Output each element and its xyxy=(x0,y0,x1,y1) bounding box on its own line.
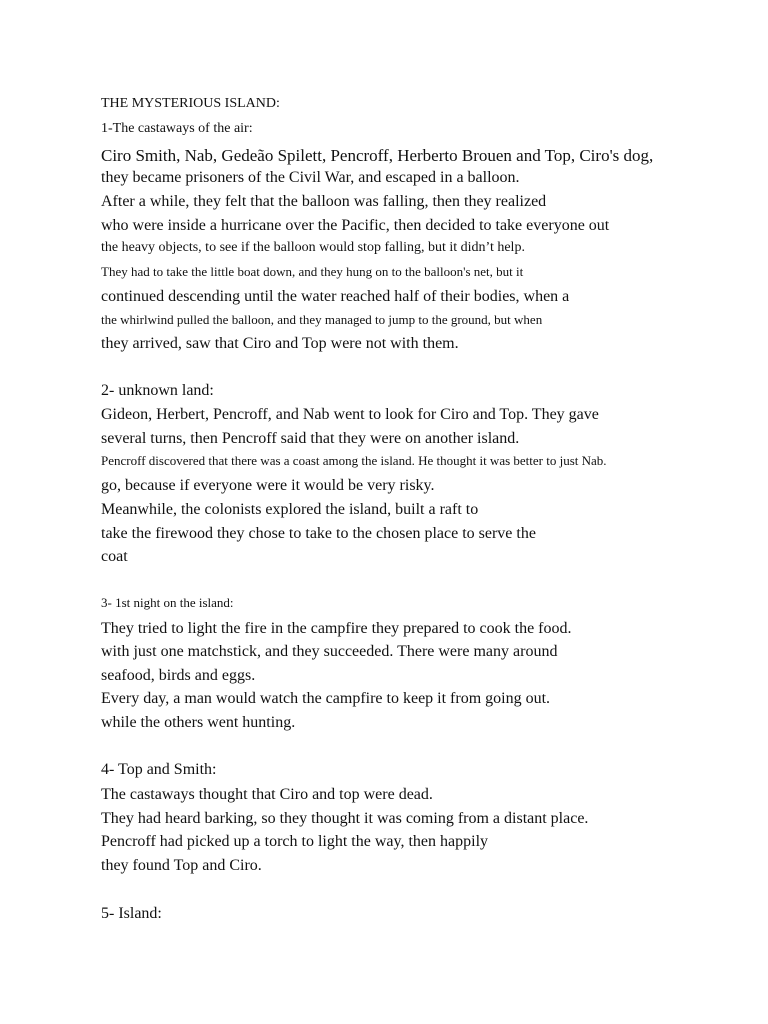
section-4-line: The castaways thought that Ciro and top were dead. xyxy=(101,786,433,803)
section-1-line: who were inside a hurricane over the Pacific, then decided to take everyone out xyxy=(101,217,610,234)
section-2-line: take the firewood they chose to take to the chosen place to serve the xyxy=(101,525,536,542)
section-1-line: the whirlwind pulled the balloon, and they managed to jump to the ground, but when xyxy=(101,312,543,327)
section-1-line: After a while, they felt that the balloon was falling, then they realized xyxy=(101,193,547,210)
section-2-heading: 2- unknown land: xyxy=(101,382,214,399)
section-4-line: Pencroff had picked up a torch to light the way, then happily xyxy=(101,833,489,850)
section-1-line: Ciro Smith, Nab, Gedeão Spilett, Pencroff, Herberto Brouen and Top, Ciro's dog, xyxy=(101,146,654,165)
section-1-line: they arrived, saw that Ciro and Top were not with them. xyxy=(101,335,459,352)
section-2-line: several turns, then Pencroff said that they were on another island. xyxy=(101,430,520,447)
section-1-line: they became prisoners of the Civil War, and escaped in a balloon. xyxy=(101,169,520,186)
section-3-heading: 3- 1st night on the island: xyxy=(101,595,234,610)
section-2-line: Pencroff discovered that there was a coast among the island. He thought it was better to just Nab. xyxy=(101,453,607,468)
section-3-line: They tried to light the fire in the campfire they prepared to cook the food. xyxy=(101,620,572,637)
section-4-heading: 4- Top and Smith: xyxy=(101,761,217,778)
section-1-line: They had to take the little boat down, and they hung on to the balloon's net, but it xyxy=(101,264,524,279)
section-4-line: they found Top and Ciro. xyxy=(101,857,262,874)
section-1-line: continued descending until the water reached half of their bodies, when a xyxy=(101,288,570,305)
section-1-heading: 1-The castaways of the air: xyxy=(101,121,253,136)
document-title: THE MYSTERIOUS ISLAND: xyxy=(101,96,280,111)
section-5-heading: 5- Island: xyxy=(101,905,162,922)
section-4-line: They had heard barking, so they thought it was coming from a distant place. xyxy=(101,810,589,827)
section-3-line: with just one matchstick, and they succeeded. There were many around xyxy=(101,643,558,660)
section-2-line: go, because if everyone were it would be very risky. xyxy=(101,477,435,494)
section-3-line: while the others went hunting. xyxy=(101,714,296,731)
section-1-line: the heavy objects, to see if the balloon would stop falling, but it didn’t help. xyxy=(101,240,525,255)
section-3-line: seafood, birds and eggs. xyxy=(101,667,256,684)
section-2-line: Gideon, Herbert, Pencroff, and Nab went to look for Ciro and Top. They gave xyxy=(101,406,599,423)
section-2-line: Meanwhile, the colonists explored the island, built a raft to xyxy=(101,501,479,518)
section-3-line: Every day, a man would watch the campfire to keep it from going out. xyxy=(101,690,551,707)
section-2-line: coat xyxy=(101,548,128,565)
